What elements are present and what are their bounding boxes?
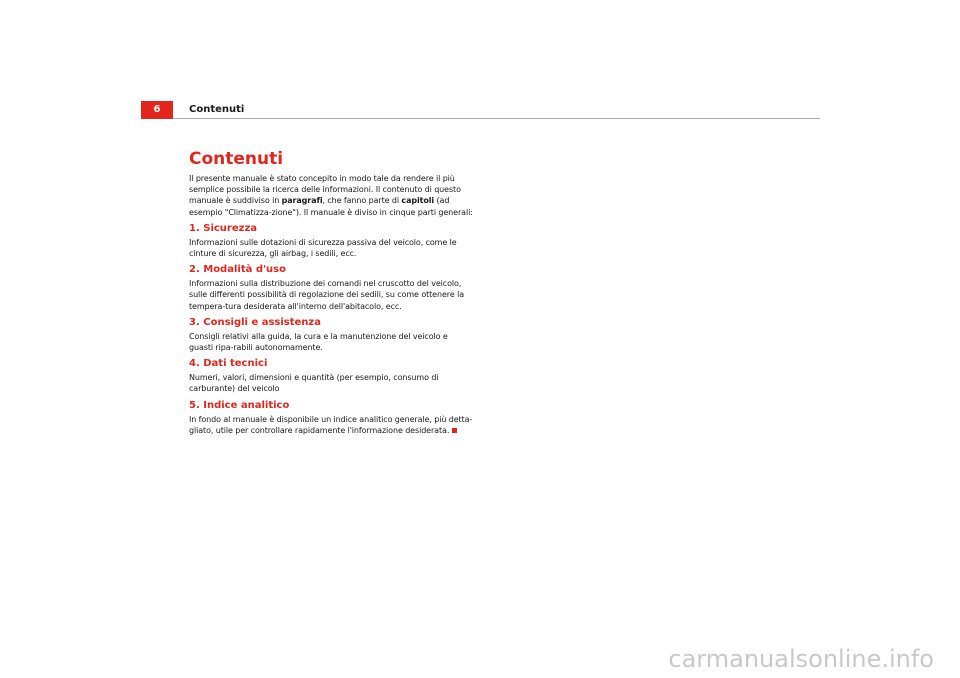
section-heading-consigli: 3. Consigli e assistenza [189, 316, 321, 328]
running-header: Contenuti [189, 104, 245, 115]
intro-text-3: (ad esempio "Climatizza-zione"). Il manuale è diviso in cinque parti generali: [189, 196, 473, 217]
section-text-dati-tecnici: Numeri, valori, dimensioni e quantità (per esempio, consumo di carburante) del veicolo [189, 373, 439, 394]
page-number: 6 [141, 101, 173, 119]
section-text-sicurezza: Informazioni sulle dotazioni di sicurezza passiva del veicolo, come le cinture di sicurezza, gli airbag, i sedili, ecc. [189, 237, 457, 259]
section-heading-indice: 5. Indice analitico [189, 399, 290, 411]
end-of-section-icon [452, 428, 457, 433]
intro-text-1: Il presente manuale è stato concepito in modo tale da rendere il più semplice possibile la ricerca delle informazioni. Il contenuto di questo manuale è suddiviso in [189, 174, 461, 206]
page-title: Contenuti [189, 149, 284, 169]
section-heading-sicurezza: 1. Sicurezza [189, 222, 258, 234]
section-heading-modalita-uso: 2. Modalità d'uso [189, 264, 286, 276]
main-content [189, 148, 474, 436]
section-text-modalita-uso: Informazioni sulla distribuzione dei comandi nel cruscotto del veicolo, sulle differenti possibilità di regolazione dei sedili, su come ottenere la tempera-tura desiderata all'interno dell'abitacolo, ecc. [189, 279, 465, 311]
intro-bold-capitoli: capitoli [401, 196, 435, 206]
section-text-indice: In fondo al manuale è disponibile un indice analitico generale, più detta-gliato, utile per controllare rapidamente l'informazione desiderata. [189, 414, 473, 435]
section-text-consigli: Consigli relativi alla guida, la cura e la manutenzione del veicolo e guasti ripa-rabili autonomamente. [189, 331, 448, 353]
section-heading-dati-tecnici: 4. Dati tecnici [189, 358, 268, 370]
watermark: carmanualsonline.info [668, 645, 934, 673]
intro-paragraph [189, 173, 474, 218]
header-rule [173, 118, 820, 119]
section-paragraph-indice [189, 414, 474, 436]
intro-text-2: , che fanno parte di [322, 196, 402, 206]
intro-bold-paragrafi: paragrafi [281, 196, 323, 206]
